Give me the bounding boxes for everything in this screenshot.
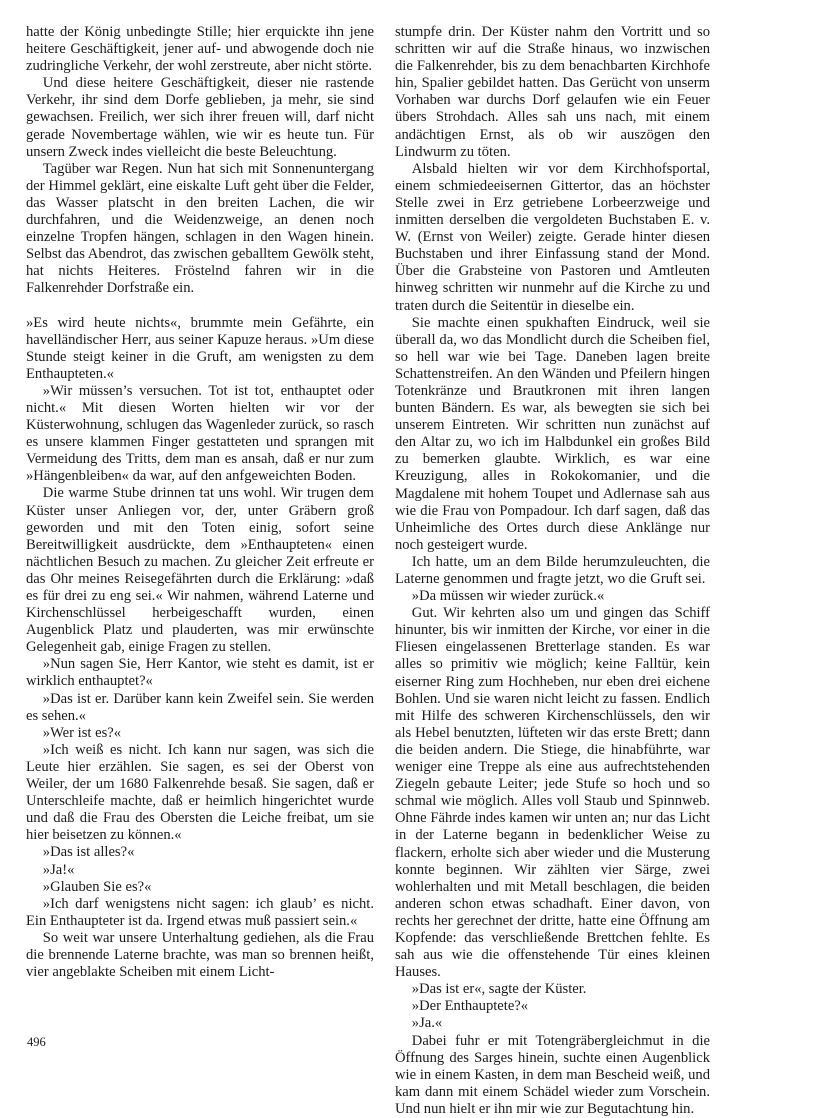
paragraph: »Da müssen wir wieder zurück.« (411, 588, 605, 605)
paragraph: stumpfe drin. Der Küster nahm den Vortritt und so schritten wir auf die Straße hinaus, wo inzwischen die Falkenrehder, bis zu dem benachbarten Kirchhofe hin, Spalier gebildet hatten. Das Gerücht von unserm Vorhaben war durchs Dorf gelaufen wie ein Feuer übers Strohdach. Alles sah uns nach, mit einem andächtigen Ernst, als ob wir auszögen den Lindwurm zu töten. (395, 24, 710, 160)
paragraph: »Ja.« (411, 1015, 443, 1032)
paragraph: »Glauben Sie es?« (42, 878, 152, 895)
paragraph: »Ja!« (42, 861, 75, 878)
paragraph: Gut. Wir kehrten also um und gingen das Schiff hinunter, bis wir inmitten der Kirche, vor einer in die Fliesen eingelassenen Bretterlage standen. Es war alles so primitiv wie möglich; keine Falltür, kein eiserner Ring zum Hochheben, nur eben drei eichene Bohlen. Und sie waren nicht leicht zu fassen. Endlich mit Hilfe des schweren Kirchenschlüssels, den wir als Hebel benutzten, lüfteten wir das erste Brett; dann die beiden andern. Die Stiege, die hinabführte, war weniger eine Treppe als eine aus aufrechtstehenden Ziegeln gebaute Leiter; jede Stufe so hoch und so schmal wie möglich. Alles voll Staub und Spinnweb. Ohne Fährde indes kamen wir unten an; nur das Licht in der Laterne begann in bedenklicher Weise zu flackern, erholte sich aber wieder und die Musterung konnte beginnen. Wir zählten vier Särge, zwei wohlerhalten und mit Metall beschlagen, die beiden anderen schon etwas schadhaft. Einer davon, von rechts her gerechnet der dritte, hatte eine Öffnung am Kopfende: das verschließende Brettchen fehlte. Es sah aus wie die offenstehende Tür eines kleinen Hauses. (395, 605, 710, 981)
paragraph: »Das ist er. Darüber kann kein Zweifel sein. Sie werden es sehen.« (26, 690, 374, 724)
paragraph: Tagüber war Regen. Nun hat sich mit Sonnenuntergang der Himmel geklärt, eine eiskalte Luft geht über die Felder, das Wasser platscht in den breiten Lachen, die wir durchfahren, und die Weidenzweige, an denen noch einzelne Tropfen hängen, schlagen in den Wagen hinein. Selbst das Abendrot, das zwischen geballtem Gewölk steht, hat nichts Heiteres. Fröstelnd fahren wir in die Falkenrehder Dorfstraße ein. (26, 160, 374, 297)
paragraph: »Wir müssen’s versuchen. Tot ist tot, enthauptet oder nicht.« Mit diesen Worten hielten wir vor der Küsterwohnung, schlugen das Wagenleder zurück, so rasch es unsere klammen Finger gestatteten und sprangen mit Vermeidung des Tritts, dem man es ansah, daß er nur zum »Hängenbleiben« da war, auf den anfgeweichten Boden. (26, 382, 374, 485)
right-column (395, 24, 710, 1118)
paragraph: Und diese heitere Geschäftigkeit, dieser nie rastende Verkehr, ihr sind dem Dorfe geblieben, ja mehr, sie sind gewachsen. Freilich, wer sich ihrer freuen will, darf nicht gerade Novembertage wählen, wie wir es heute tun. Für unsern Zweck indes vielleicht die beste Beleuchtung. (26, 75, 374, 160)
paragraph: »Das ist alles?« (42, 844, 135, 861)
paragraph: Sie machte einen spukhaften Eindruck, weil sie überall da, wo das Mondlicht durch die Scheiben fiel, so hell war wie bei Tage. Daneben lagen breite Schattenstreifen. An den Wänden und Pfeilern hingen Totenkränze und Brautkronen mit ihren langen bunten Bändern. Es war, als bewegten sie sich bei unserem Eintreten. Wir schritten nun zunächst auf den Altar zu, wo ich im Halbdunkel ein großes Bild zu bemerken glaubte. Wirklich, es war eine Kreuzigung, alles in Rokokomanier, und die Magdalene mit hohem Toupet und Adlernase sah aus wie die Frau von Pompadour. Ich darf sagen, daß das Unheimliche des Ortes durch diese Anklänge nur noch gesteigert wurde. (395, 314, 710, 553)
paragraph: Ich hatte, um an dem Bilde herumzuleuchten, die Laterne genommen und fragte jetzt, wo die Gruft sei. (395, 553, 710, 587)
left-column (26, 24, 374, 981)
page-number: 496 (27, 1035, 46, 1049)
paragraph: Die warme Stube drinnen tat uns wohl. Wir trugen dem Küster unser Anliegen vor, der, unter Gräbern groß geworden und mit den Toten einig, sofort seine Bereitwilligkeit ausdrückte, dem »Enthaupteten« einen nächtlichen Besuch zu machen. Zu gleicher Zeit erfreute er das Ohr meines Reisegefährten durch die Erklärung: »daß es für drei zu eng sei.« Wir nahmen, während Laterne und Kirchenschlüssel herbeigeschafft wurden, einen Augenblick Platz und plauderten, was mir erwünschte Gelegenheit gab, einige Fragen zu stellen. (26, 485, 374, 656)
paragraph: So weit war unsere Unterhaltung gediehen, als die Frau die brennende Laterne brachte, was man so brennen heißt, vier angeblakte Scheiben mit einem Licht- (26, 929, 374, 981)
paragraph: »Ich darf wenigstens nicht sagen: ich glaub’ es nicht. Ein Enthaupteter ist da. Irgend etwas muß passiert sein.« (26, 895, 374, 929)
paragraph: »Ich weiß es nicht. Ich kann nur sagen, was sich die Leute hier erzählen. Sie sagen, es sei der Oberst von Weiler, der um 1680 Falkenrehde besaß. Sie sagen, daß er Unterschleife machte, daß er heimlich hingerichtet wurde und daß die Frau des Obersten die Leiche freibat, um sie hier beisetzen zu können.« (26, 741, 374, 844)
paragraph: »Der Enthauptete?« (411, 998, 529, 1015)
paragraph: Dabei fuhr er mit Totengräbergleichmut in die Öffnung des Sarges hinein, suchte einen Augenblick wie in einem Kasten, in dem man Bescheid weiß, und kam dann mit einem Schädel wieder zum Vorschein. Und nun hielt er ihn mir wie zur Begutachtung hin. (395, 1032, 710, 1117)
paragraph: »Das ist er«, sagte der Küster. (411, 981, 587, 998)
paragraph: »Nun sagen Sie, Herr Kantor, wie steht es damit, ist er wirklich enthauptet?« (26, 656, 374, 690)
paragraph: »Wer ist es?« (42, 724, 122, 741)
paragraph: hatte der König unbedingte Stille; hier erquickte ihn jene heitere Geschäftigkeit, jener auf- und abwogende doch nie zudringliche Verkehr, der wohl zerstreute, aber nicht störte. (26, 24, 374, 75)
paragraph: »Es wird heute nichts«, brummte mein Gefährte, ein havelländischer Herr, aus seiner Kapuze heraus. »Um diese Stunde steigt keiner in die Gruft, am wenigsten zu dem Enthaupteten.« (26, 314, 374, 382)
paragraph: Alsbald hielten wir vor dem Kirchhofsportal, einem schmiedeeisernen Gittertor, das an höchster Stelle zwei in Erz getriebene Lorbeerzweige und inmitten derselben die vergoldeten Buchstaben E. v. W. (Ernst von Weiler) zeigte. Gerade hinter diesen Buchstaben und ihrer Einfassung stand der Mond. Über die Grabsteine von Pastoren und Amtleuten hinweg schritten wir nunmehr auf die Kirche zu und traten durch die Seitentür in dieselbe ein. (395, 160, 710, 314)
